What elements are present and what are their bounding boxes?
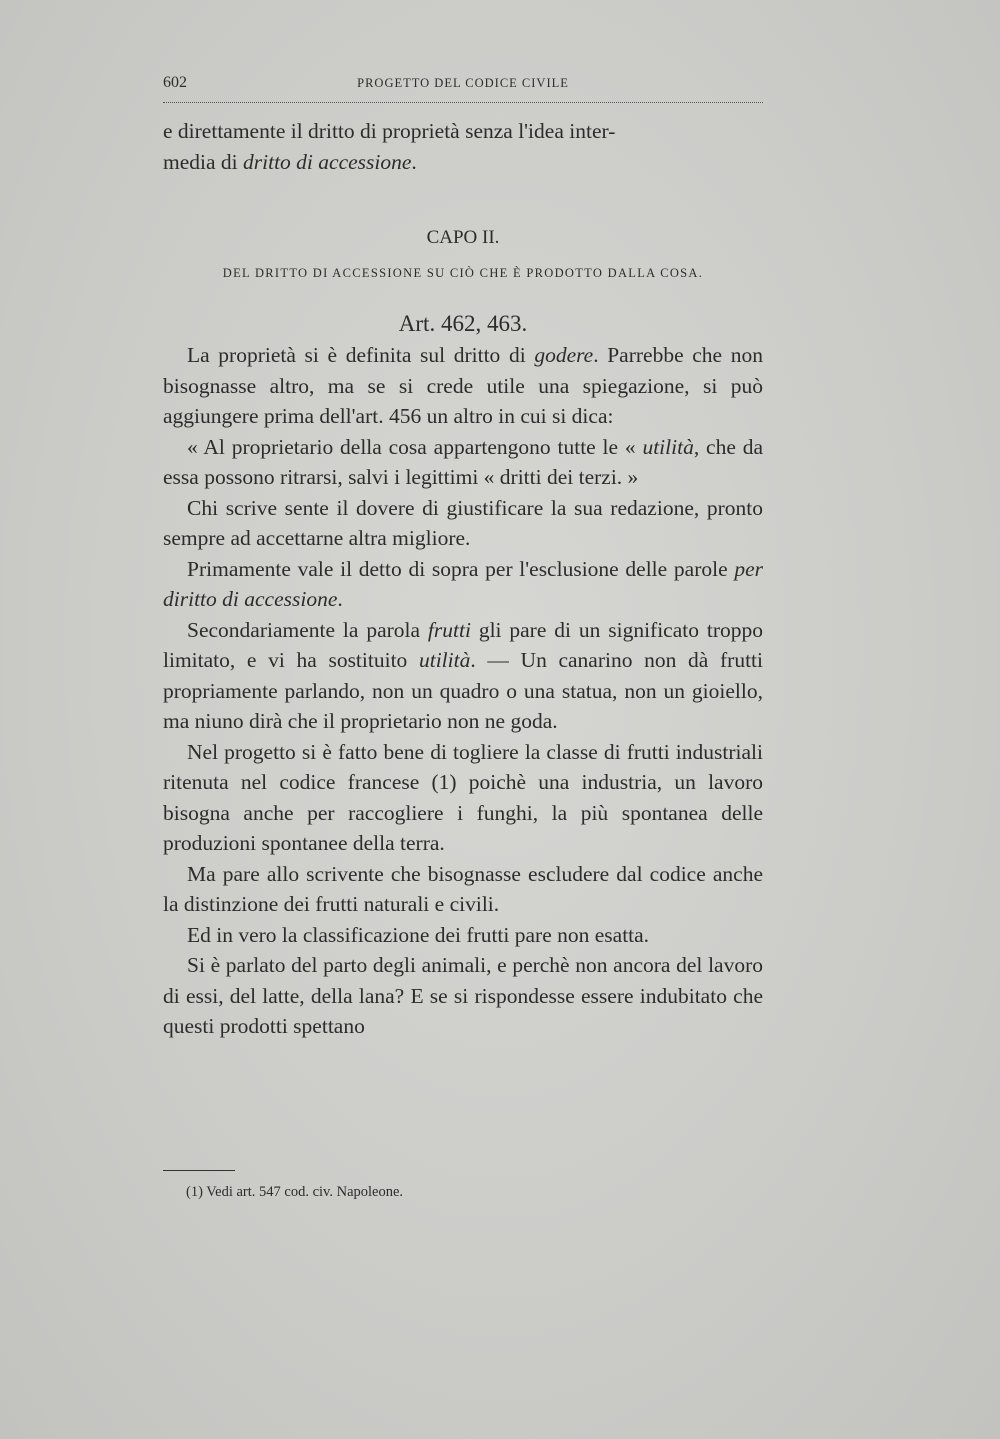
paragraph-4-italic-2: utilità	[418, 648, 471, 672]
paragraph-4-a: Secondariamente la parola	[187, 617, 428, 642]
paragraph-1-a: La proprietà si è definita sul dritto di	[187, 343, 535, 367]
footnote-rule	[163, 1170, 235, 1171]
quotation-italic: utilità	[642, 434, 694, 459]
paragraph-4	[163, 615, 763, 737]
article-heading: Art. 462, 463.	[398, 311, 528, 336]
opening-line-2-italic: dritto di accessione	[243, 149, 412, 174]
opening-line-2-prefix: media di	[163, 149, 244, 174]
body-text	[163, 340, 763, 1042]
paragraph-2: Chi scrive sente il dovere di giustificare la sua redazione, pronto sempre ad accettarne altra migliore.	[163, 495, 763, 550]
running-title: PROGETTO DEL CODICE CIVILE	[357, 76, 569, 90]
paragraph-4-italic-1: frutti	[427, 617, 471, 642]
paragraph-6: Ma pare allo scrivente che bisognasse escludere dal codice anche la distinzione dei frutti naturali e civili.	[163, 861, 763, 916]
paragraph-1-b: . Parrebbe che non bisognasse altro, ma se si crede utile una spiegazione, si può aggiungere prima dell'art. 456 un altro in cui si dica:	[163, 343, 763, 428]
paragraph-7: Ed in vero la classificazione dei frutti pare non esatta.	[187, 922, 650, 947]
chapter-subtitle: DEL DRITTO DI ACCESSIONE SU CIÒ CHE È PRODOTTO DALLA COSA.	[222, 266, 704, 280]
paragraph-8: Si è parlato del parto degli animali, e perchè non ancora del lavoro di essi, del latte, della lana? E se si rispondesse essere indubitato che questi prodotti spettano	[163, 953, 763, 1038]
running-head	[163, 74, 763, 103]
paragraph-3	[163, 554, 763, 615]
opening-line-2	[163, 147, 763, 178]
paragraph-1	[163, 340, 763, 432]
quotation-b: , che da essa possono ritrarsi, salvi i legittimi « dritti dei terzi. »	[163, 434, 763, 489]
footnote: (1) Vedi art. 547 cod. civ. Napoleone.	[186, 1184, 404, 1200]
page-number: 602	[163, 74, 187, 91]
paragraph-4-b: gli pare di un significato troppo limitato, e vi ha sostituito	[163, 617, 764, 672]
quotation	[163, 432, 763, 493]
quotation-a: « Al proprietario della cosa appartengono tutte le «	[187, 434, 643, 459]
paragraph-4-c: . — Un canarino non dà frutti propriamente parlando, non un quadro o una statua, non un gioiello, ma niuno dirà che il proprietario non ne goda.	[163, 648, 763, 733]
opening-text	[163, 116, 763, 177]
paragraph-3-a: Primamente vale il detto di sopra per l'esclusione delle parole	[187, 556, 735, 581]
paragraph-3-b: .	[337, 587, 343, 611]
opening-line-2-suffix: .	[411, 149, 417, 174]
paragraph-5: Nel progetto si è fatto bene di togliere la classe di frutti industriali ritenuta nel codice francese (1) poichè una industria, un lavoro bisogna anche per raccogliere i funghi, la più spontanea delle produzioni spontanee della terra.	[163, 739, 763, 855]
paragraph-3-italic: per diritto di accessione	[163, 556, 763, 611]
chapter-title: CAPO II.	[426, 227, 500, 248]
paragraph-1-italic: godere	[534, 343, 594, 367]
opening-line-1: e direttamente il dritto di proprietà senza l'idea inter-	[163, 119, 616, 143]
